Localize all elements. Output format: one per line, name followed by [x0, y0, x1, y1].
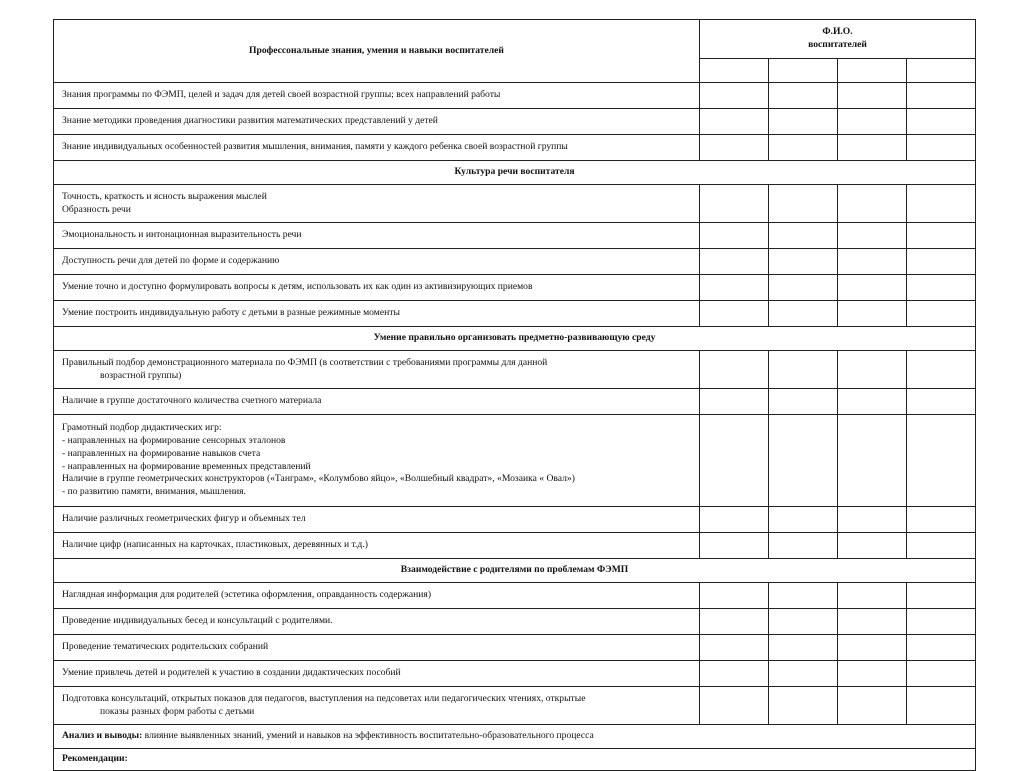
- criterion-row: [54, 223, 976, 249]
- score-cell[interactable]: [769, 415, 838, 507]
- criterion-text: [54, 109, 700, 135]
- score-cell[interactable]: [700, 83, 769, 109]
- score-cell[interactable]: [838, 185, 907, 223]
- criterion-text: [54, 583, 700, 609]
- criterion-row: [54, 661, 976, 687]
- score-cell[interactable]: [907, 389, 976, 415]
- fio-column-header: [700, 20, 976, 59]
- score-cell[interactable]: [700, 661, 769, 687]
- score-cell[interactable]: [769, 661, 838, 687]
- score-cell[interactable]: [907, 135, 976, 161]
- score-cell[interactable]: [769, 301, 838, 327]
- score-cell[interactable]: [838, 135, 907, 161]
- score-cell[interactable]: [700, 135, 769, 161]
- criterion-row: [54, 185, 976, 223]
- score-cell[interactable]: [907, 415, 976, 507]
- criterion-text: [54, 185, 700, 223]
- score-cell[interactable]: [838, 249, 907, 275]
- criterion-line: Наличие в группе геометрических конструкторов («Танграм», «Колумбово яйцо», «Волшебный квадрат», «Мозаика « Овал»): [62, 473, 575, 485]
- score-cell[interactable]: [907, 275, 976, 301]
- recommendations-row[interactable]: [54, 749, 976, 771]
- criterion-text: [54, 609, 700, 635]
- score-cell[interactable]: [838, 635, 907, 661]
- analysis-row[interactable]: [54, 725, 976, 749]
- criterion-text: [54, 351, 700, 389]
- criterion-row: [54, 109, 976, 135]
- score-cell[interactable]: [838, 223, 907, 249]
- criterion-text: [54, 415, 700, 507]
- score-cell[interactable]: [838, 507, 907, 533]
- fio-label: Ф.И.О.: [822, 26, 853, 38]
- criterion-text: [54, 275, 700, 301]
- score-cell[interactable]: [769, 83, 838, 109]
- criterion-row: [54, 533, 976, 559]
- score-cell[interactable]: [907, 635, 976, 661]
- score-cell[interactable]: [907, 351, 976, 389]
- criterion-text: [54, 249, 700, 275]
- criterion-text: [54, 223, 700, 249]
- criterion-line: Проведение тематических родительских собраний: [62, 641, 269, 653]
- criterion-line: Подготовка консультаций, открытых показов для педагогов, выступления на педсоветах или педагогических чтениях, открытые: [62, 692, 586, 704]
- criterion-line: Наглядная информация для родителей (эстетика оформления, оправданность содержания): [62, 589, 432, 601]
- criterion-row: [54, 415, 976, 507]
- criterion-row: [54, 389, 976, 415]
- score-cell[interactable]: [700, 275, 769, 301]
- criterion-line: - направленных на формирование навыков счета: [62, 447, 261, 459]
- score-cell[interactable]: [700, 185, 769, 223]
- criterion-line: Грамотный подбор дидактических игр:: [62, 421, 222, 433]
- score-cell[interactable]: [700, 109, 769, 135]
- section-header: Умение правильно организовать предметно-развивающую среду: [54, 327, 976, 351]
- criterion-row: [54, 249, 976, 275]
- score-cell[interactable]: [769, 389, 838, 415]
- criterion-row: [54, 275, 976, 301]
- criterion-line: Умение привлечь детей и родителей к участию в создании дидактических пособий: [62, 667, 401, 679]
- score-cell[interactable]: [907, 507, 976, 533]
- score-cell[interactable]: [700, 635, 769, 661]
- score-cell[interactable]: [838, 687, 907, 725]
- score-cell[interactable]: [838, 351, 907, 389]
- score-cell[interactable]: [769, 109, 838, 135]
- score-cell[interactable]: [907, 661, 976, 687]
- score-cell[interactable]: [838, 661, 907, 687]
- criterion-row: [54, 583, 976, 609]
- criterion-row: [54, 609, 976, 635]
- score-cell[interactable]: [769, 635, 838, 661]
- score-cell[interactable]: [769, 533, 838, 559]
- recommendations-label: Рекомендации:: [62, 753, 128, 765]
- score-cell[interactable]: [907, 83, 976, 109]
- score-cell[interactable]: [700, 533, 769, 559]
- score-cell[interactable]: [838, 583, 907, 609]
- score-cell[interactable]: [838, 83, 907, 109]
- criterion-row: [54, 83, 976, 109]
- score-cell[interactable]: [769, 507, 838, 533]
- criterion-line: Правильный подбор демонстрационного материала по ФЭМП (в соответствии с требованиями программы для данной: [62, 356, 548, 368]
- score-cell[interactable]: [907, 687, 976, 725]
- criterion-row: [54, 507, 976, 533]
- criterion-line: Наличие цифр (написанных на карточках, пластиковых, деревянных и т.д.): [62, 539, 368, 551]
- score-cell[interactable]: [907, 223, 976, 249]
- score-cell[interactable]: [769, 275, 838, 301]
- score-cell[interactable]: [907, 533, 976, 559]
- criterion-line: Доступность речи для детей по форме и содержанию: [62, 255, 280, 267]
- score-cell[interactable]: [769, 223, 838, 249]
- score-cell[interactable]: [700, 415, 769, 507]
- criterion-text: [54, 389, 700, 415]
- fio-cell[interactable]: [700, 59, 769, 83]
- score-cell[interactable]: [838, 609, 907, 635]
- criterion-text: [54, 533, 700, 559]
- fio-sublabel: воспитателей: [808, 39, 867, 50]
- score-cell[interactable]: [700, 583, 769, 609]
- criterion-line: Наличие в группе достаточного количества счетного материала: [62, 395, 322, 407]
- score-cell[interactable]: [769, 135, 838, 161]
- criterion-text: [54, 83, 700, 109]
- criteria-column-header: Профессональные знания, умения и навыки воспитателей: [54, 20, 700, 83]
- score-cell[interactable]: [838, 301, 907, 327]
- criterion-line: Точность, краткость и ясность выражения мыслей: [62, 190, 267, 202]
- criterion-line: возрастной группы): [100, 369, 182, 381]
- evaluation-table: [53, 19, 976, 771]
- section-header: Культура речи воспитателя: [54, 161, 976, 185]
- score-cell[interactable]: [907, 109, 976, 135]
- score-cell[interactable]: [907, 609, 976, 635]
- score-cell[interactable]: [700, 609, 769, 635]
- criterion-row: [54, 687, 976, 725]
- score-cell[interactable]: [907, 185, 976, 223]
- score-cell[interactable]: [769, 351, 838, 389]
- criterion-text: [54, 135, 700, 161]
- criterion-row: [54, 635, 976, 661]
- score-cell[interactable]: [700, 351, 769, 389]
- score-cell[interactable]: [769, 609, 838, 635]
- criterion-text: [54, 301, 700, 327]
- score-cell[interactable]: [907, 249, 976, 275]
- score-cell[interactable]: [769, 583, 838, 609]
- score-cell[interactable]: [838, 389, 907, 415]
- criterion-line: Проведение индивидуальных бесед и консультаций с родителями.: [62, 615, 333, 627]
- criterion-line: Умение точно и доступно формулировать вопросы к детям, использовать их как один из активизирующих приемов: [62, 281, 533, 293]
- criterion-line: Знания программы по ФЭМП, целей и задач для детей своей возрастной группы; всех направлений работы: [62, 89, 501, 101]
- criterion-line: - направленных на формирование сенсорных эталонов: [62, 434, 286, 446]
- score-cell[interactable]: [769, 687, 838, 725]
- score-cell[interactable]: [700, 223, 769, 249]
- criterion-line: Умение построить индивидуальную работу с детьми в разные режимные моменты: [62, 307, 400, 319]
- score-cell[interactable]: [838, 415, 907, 507]
- score-cell[interactable]: [907, 583, 976, 609]
- score-cell[interactable]: [769, 249, 838, 275]
- criterion-text: [54, 507, 700, 533]
- criterion-line: Образность речи: [62, 203, 131, 215]
- score-cell[interactable]: [838, 109, 907, 135]
- score-cell[interactable]: [838, 533, 907, 559]
- criterion-line: Знание методики проведения диагностики развития математических представлений у детей: [62, 115, 438, 127]
- analysis-label: Анализ и выводы:: [62, 730, 143, 742]
- criterion-row: [54, 135, 976, 161]
- criterion-text: [54, 687, 700, 725]
- criterion-line: Эмоциональность и интонационная выразительность речи: [62, 229, 302, 241]
- criterion-text: [54, 635, 700, 661]
- score-cell[interactable]: [700, 301, 769, 327]
- score-cell[interactable]: [769, 185, 838, 223]
- criterion-line: показы разных форм работы с детьми: [100, 705, 255, 717]
- criterion-line: Наличие различных геометрических фигур и объемных тел: [62, 513, 306, 525]
- fio-cell[interactable]: [769, 59, 838, 83]
- analysis-text: влияние выявленных знаний, умений и навыков на эффективность воспитательно-образовательного процесса: [142, 730, 594, 742]
- criterion-line: - по развитию памяти, внимания, мышления.: [62, 486, 246, 498]
- score-cell[interactable]: [838, 275, 907, 301]
- criterion-line: - направленных на формирование временных представлений: [62, 460, 311, 472]
- score-cell[interactable]: [700, 687, 769, 725]
- criterion-row: [54, 301, 976, 327]
- criterion-line: Знание индивидуальных особенностей развития мышления, внимания, памяти у каждого ребенка своей возрастной группы: [62, 141, 568, 153]
- criteria-body: [54, 83, 976, 725]
- section-header: Взаимодействие с родителями по проблемам ФЭМП: [54, 559, 976, 583]
- score-cell[interactable]: [907, 301, 976, 327]
- score-cell[interactable]: [700, 389, 769, 415]
- score-cell[interactable]: [700, 507, 769, 533]
- fio-cell[interactable]: [907, 59, 976, 83]
- criterion-text: [54, 661, 700, 687]
- score-cell[interactable]: [700, 249, 769, 275]
- criterion-row: [54, 351, 976, 389]
- fio-cell[interactable]: [838, 59, 907, 83]
